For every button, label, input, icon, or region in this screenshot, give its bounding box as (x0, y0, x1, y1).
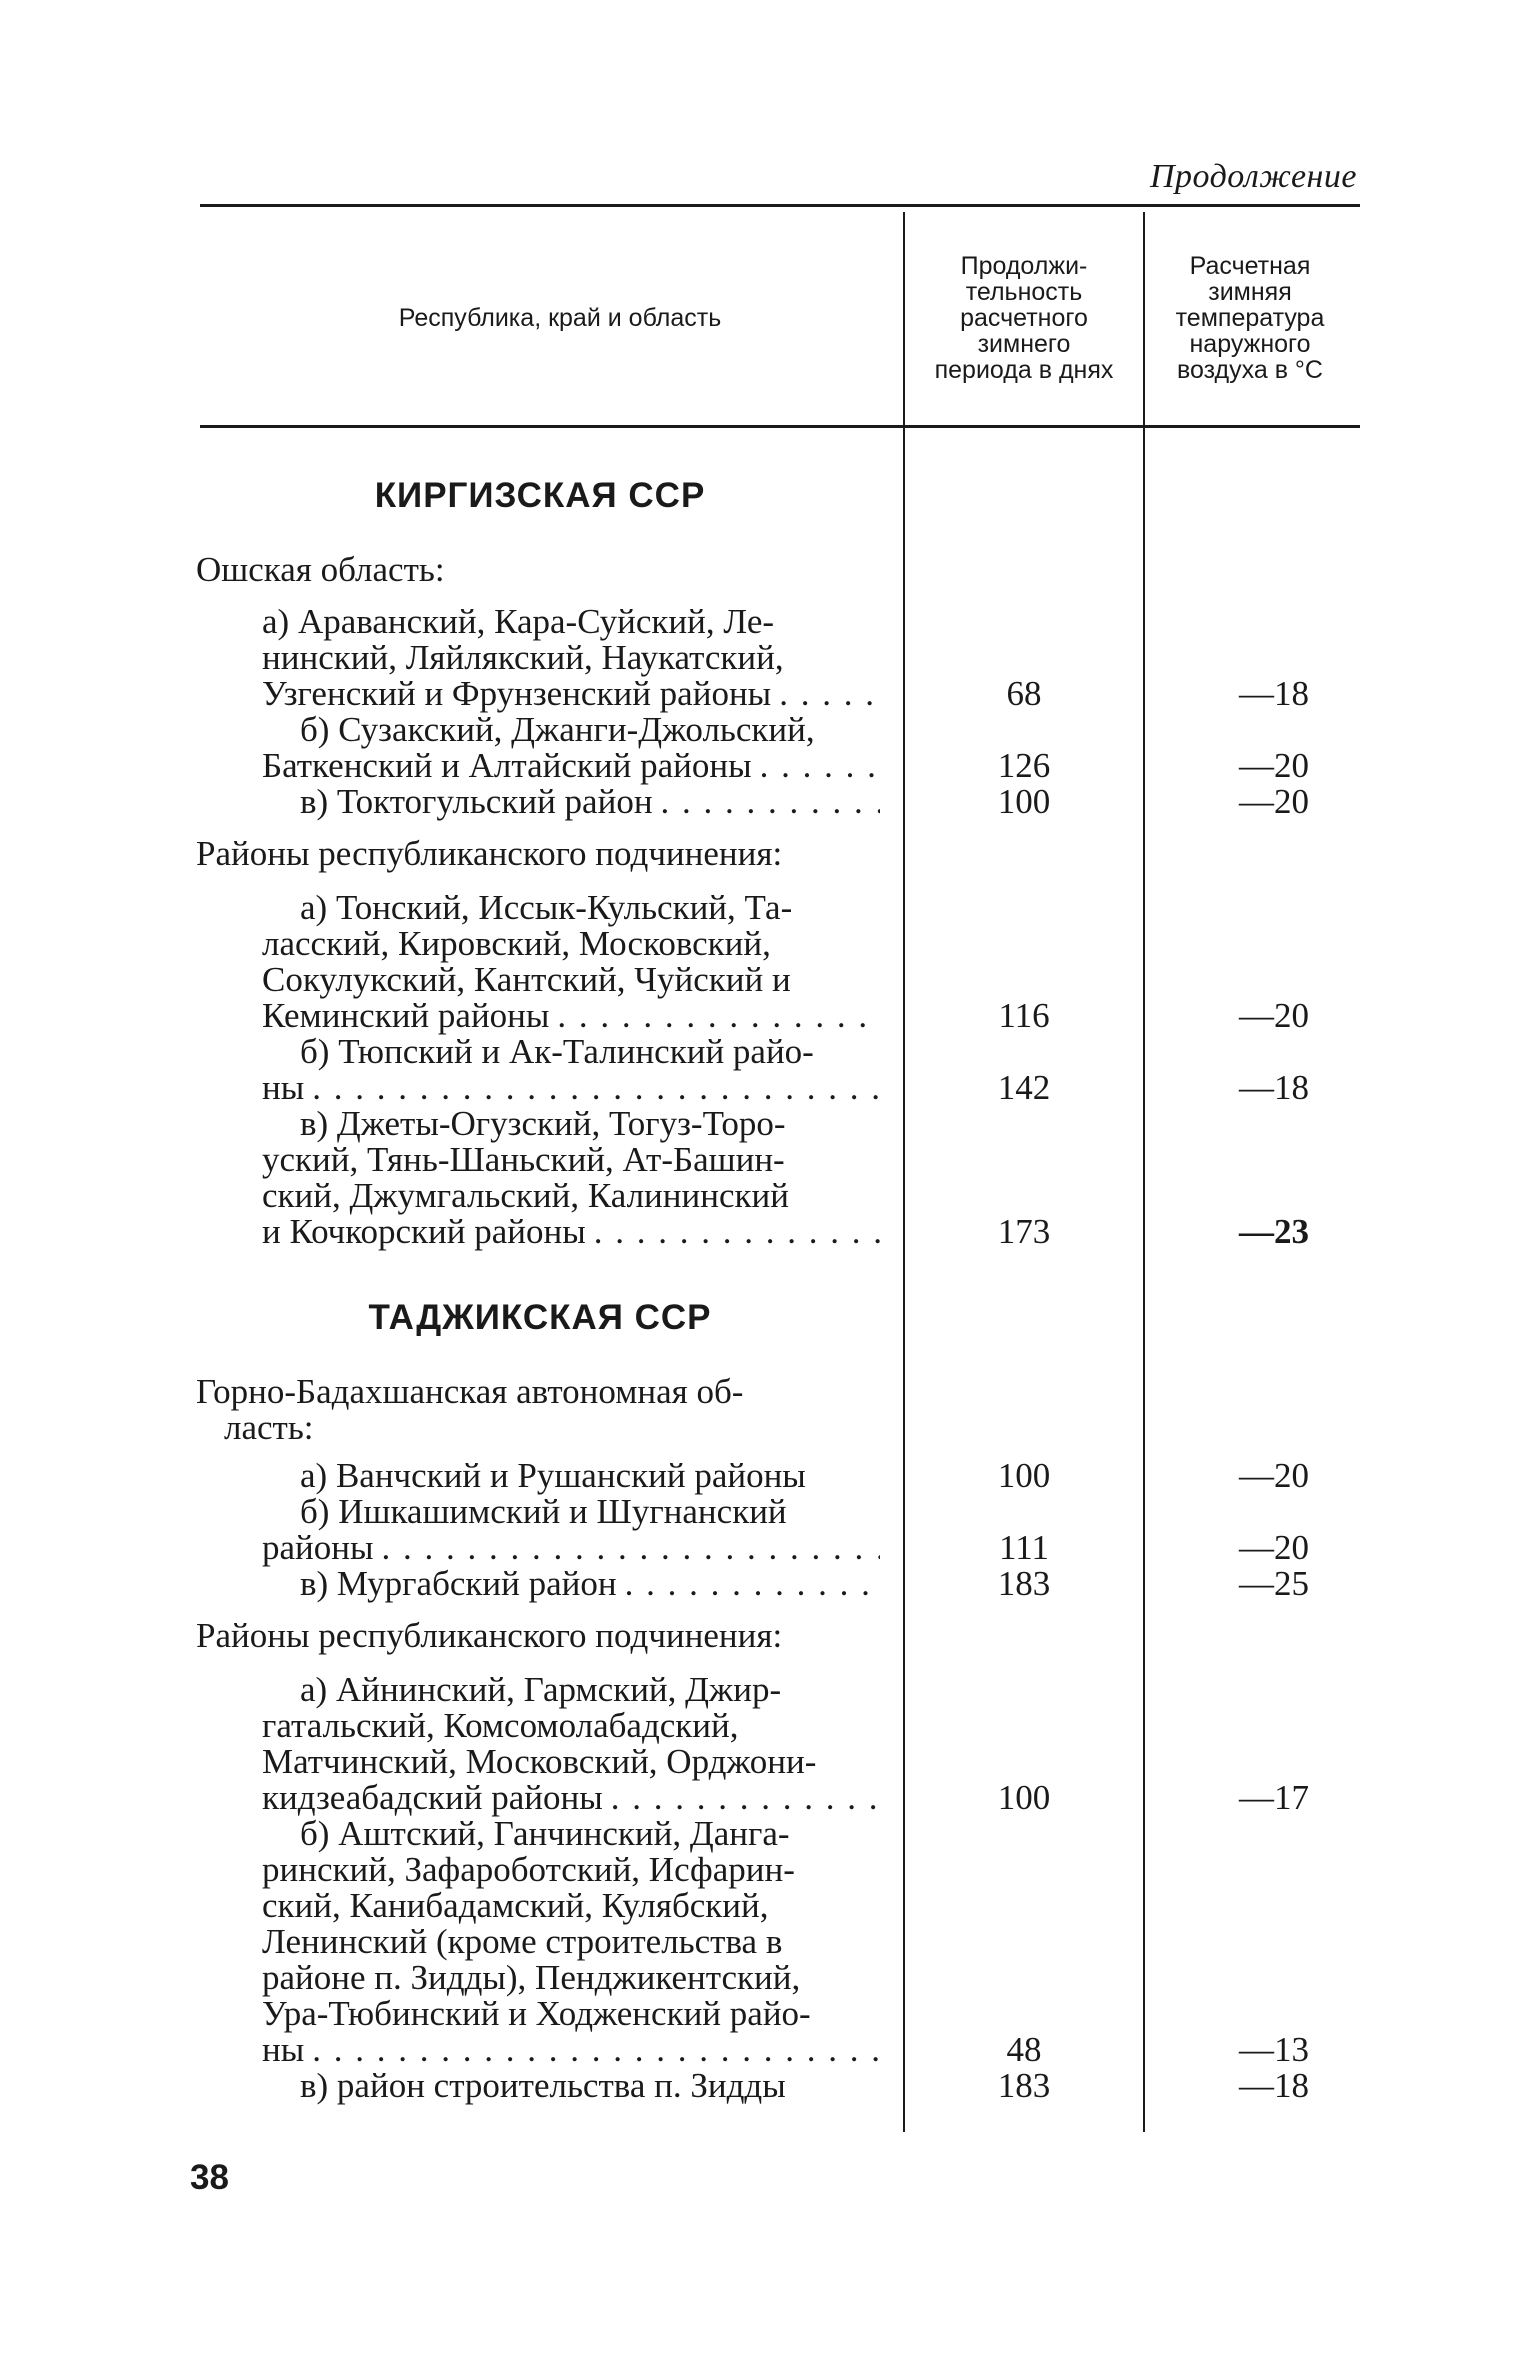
table-cell-temp: —13 (1239, 2030, 1309, 2069)
header-duration: Продолжи- тельность расчетного зимнего периода в днях (934, 252, 1114, 384)
table-cell-temp: —17 (1239, 1778, 1309, 1817)
kyrgyz-rep-item-a: а) Тонский, Иссык-Кульский, Та- (300, 888, 793, 927)
table-cell-days: 183 (997, 2066, 1051, 2105)
osh-item-c: в) Токтогульский район . . . (300, 784, 880, 820)
tajik-rep-item-a: а) Айнинский, Гармский, Джир- (300, 1670, 782, 1709)
table-cell-temp: —20 (1239, 1456, 1309, 1495)
column-divider-2 (1143, 212, 1145, 2132)
table-cell-temp: —25 (1239, 1564, 1309, 1603)
gbao-heading: Горно-Бадахшанская автономная об- (196, 1372, 744, 1411)
table-top-rule (200, 204, 1360, 207)
table-cell-days: 142 (997, 1068, 1051, 1107)
page-number: 38 (190, 2158, 229, 2197)
tajik-rep-item-c: в) район строительства п. Зидды (300, 2066, 786, 2105)
table-cell-temp: —20 (1239, 1528, 1309, 1567)
table-cell-days: 100 (997, 1778, 1051, 1817)
gbao-item-c: в) Мургабский район . . . (300, 1566, 880, 1602)
table-cell-days: 68 (1006, 674, 1042, 713)
table-cell-days: 126 (997, 746, 1051, 785)
osh-item-a: а) Араванский, Кара-Суйский, Ле- (262, 602, 775, 641)
table-cell-temp: —20 (1239, 782, 1309, 821)
header-bottom-rule (200, 425, 1360, 428)
table-cell-temp: —20 (1239, 996, 1309, 1035)
kyrgyz-rep-item-c: в) Джеты-Огузский, Тогуз-Торо- (300, 1104, 786, 1143)
table-cell-days: 100 (997, 1456, 1051, 1495)
table-cell-days: 48 (1006, 2030, 1042, 2069)
table-cell-temp: —20 (1239, 746, 1309, 785)
table-cell-temp: —18 (1239, 1068, 1309, 1107)
header-temperature: Расчетная зимняя температура наружного воздуха в °С (1175, 252, 1325, 384)
tajik-republican-heading: Районы республиканского подчинения: (196, 1616, 783, 1655)
section-title-kyrgyz: КИРГИЗСКАЯ ССР (374, 476, 706, 515)
table-cell-temp: —18 (1239, 2066, 1309, 2105)
continuation-label: Продолжение (1149, 158, 1357, 195)
table-cell-days: 111 (999, 1528, 1049, 1567)
gbao-item-b: б) Ишкашимский и Шугнанский (300, 1492, 787, 1531)
section-title-tajik: ТАДЖИКСКАЯ ССР (368, 1298, 712, 1337)
gbao-item-a: а) Ванчский и Рушанский районы (300, 1456, 806, 1495)
table-cell-days: 100 (997, 782, 1051, 821)
kyrgyz-republican-heading: Районы республиканского подчинения: (196, 834, 783, 873)
table-cell-days: 183 (997, 1564, 1051, 1603)
osh-region-heading: Ошская область: (196, 550, 445, 589)
table-cell-days: 116 (998, 996, 1050, 1035)
tajik-rep-item-b: б) Аштский, Ганчинский, Данга- (300, 1814, 790, 1853)
header-region: Республика, край и область (398, 304, 722, 332)
table-cell-temp: —23 (1239, 1212, 1309, 1251)
table-cell-days: 173 (997, 1212, 1051, 1251)
osh-item-b: б) Сузакский, Джанги-Джольский, (300, 710, 815, 749)
kyrgyz-rep-item-b: б) Тюпский и Ак-Талинский райо- (300, 1032, 814, 1071)
table-cell-temp: —18 (1239, 674, 1309, 713)
